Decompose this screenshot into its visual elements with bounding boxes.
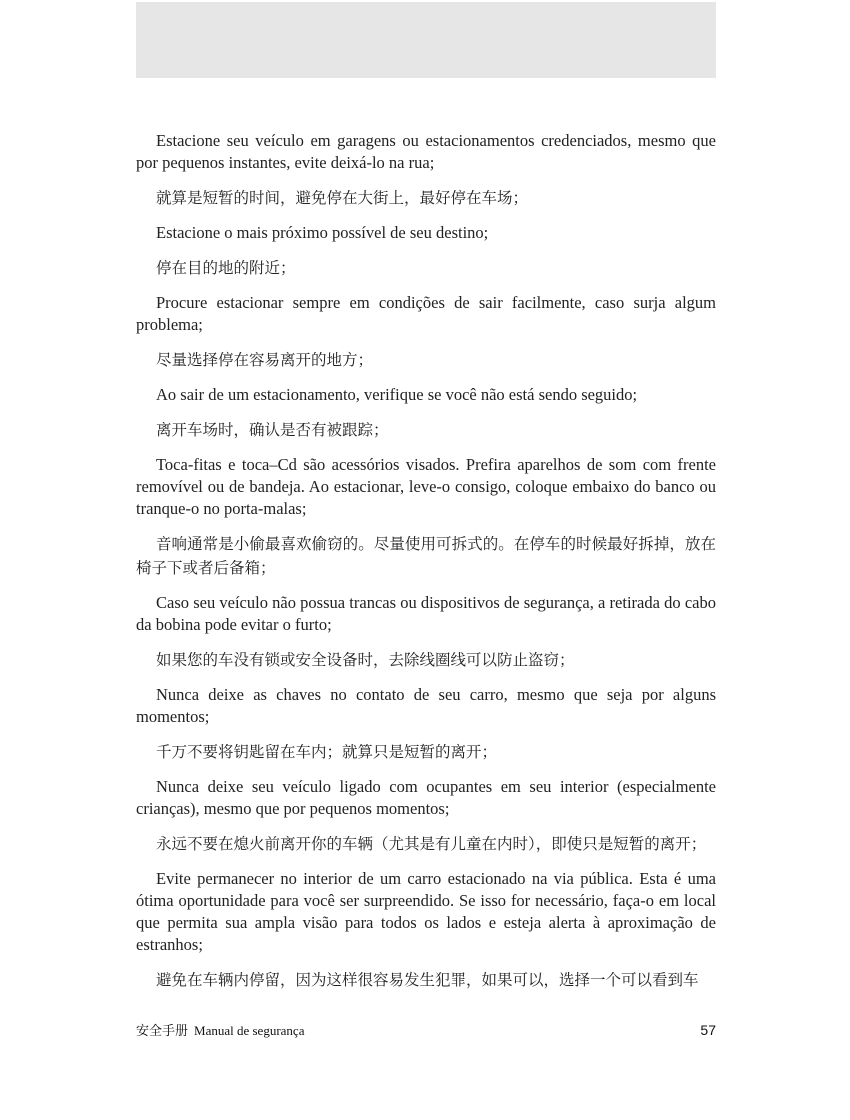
paragraph-zh: 如果您的车没有锁或安全设备时，去除线圈线可以防止盗窃；: [156, 651, 575, 669]
footer-title-pt: Manual de segurança: [194, 1023, 305, 1038]
paragraph-pt: Caso seu veículo não possua trancas ou dispositivos de segurança, a retirada do cabo da bobina pode evitar o furto;: [136, 593, 716, 634]
paragraph-pt: Estacione o mais próximo possível de seu destino;: [156, 223, 489, 242]
running-footer: [136, 1020, 304, 1039]
paragraph-pt: Procure estacionar sempre em condições de sair facilmente, caso surja algum problema;: [136, 293, 716, 334]
paragraph-zh: 永远不要在熄火前离开你的车辆（尤其是有儿童在内时），即使只是短暂的离开；: [156, 835, 707, 853]
paragraph-pt: Toca-fitas e toca–Cd são acessórios visados. Prefira aparelhos de som com frente removível ou de bandeja. Ao estacionar, leve-o consigo, coloque embaixo do banco ou tranque-o no porta-malas;: [136, 455, 716, 518]
paragraph-zh: 千万不要将钥匙留在车内；就算只是短暂的离开；: [156, 743, 498, 761]
footer-title-zh: 安全手册: [136, 1024, 189, 1039]
paragraph-pt: Ao sair de um estacionamento, verifique se você não está sendo seguido;: [156, 385, 638, 404]
paragraph-pt: Evite permanecer no interior de um carro estacionado na via pública. Esta é uma ótima oportunidade para você ser surpreendido. Se isso for necessário, faça-o em local que permita sua ampla visão para todos os lados e esteja alerta à aproximação de estranhos;: [136, 869, 716, 954]
body-text: [136, 130, 716, 1004]
paragraph-zh: 停在目的地的附近；: [156, 259, 296, 277]
page-number: 57: [700, 1022, 716, 1038]
paragraph-pt: Nunca deixe seu veículo ligado com ocupantes em seu interior (especialmente crianças), mesmo que por pequenos momentos;: [136, 777, 716, 818]
paragraph-zh: 离开车场时，确认是否有被跟踪；: [156, 421, 389, 439]
paragraph-zh: 避免在车辆内停留，因为这样很容易发生犯罪，如果可以，选择一个可以看到车: [156, 971, 699, 989]
paragraph-pt: Estacione seu veículo em garagens ou estacionamentos credenciados, mesmo que por pequenos instantes, evite deixá-lo na rua;: [136, 131, 716, 172]
paragraph-zh: 尽量选择停在容易离开的地方；: [156, 351, 374, 369]
header-band: [136, 2, 716, 78]
paragraph-zh: 就算是短暂的时间，避免停在大街上，最好停在车场；: [156, 189, 529, 207]
paragraph-zh: 音响通常是小偷最喜欢偷窃的。尽量使用可拆式的。在停车的时候最好拆掉，放在椅子下或者后备箱；: [136, 535, 716, 577]
paragraph-pt: Nunca deixe as chaves no contato de seu carro, mesmo que seja por alguns momentos;: [136, 685, 716, 726]
